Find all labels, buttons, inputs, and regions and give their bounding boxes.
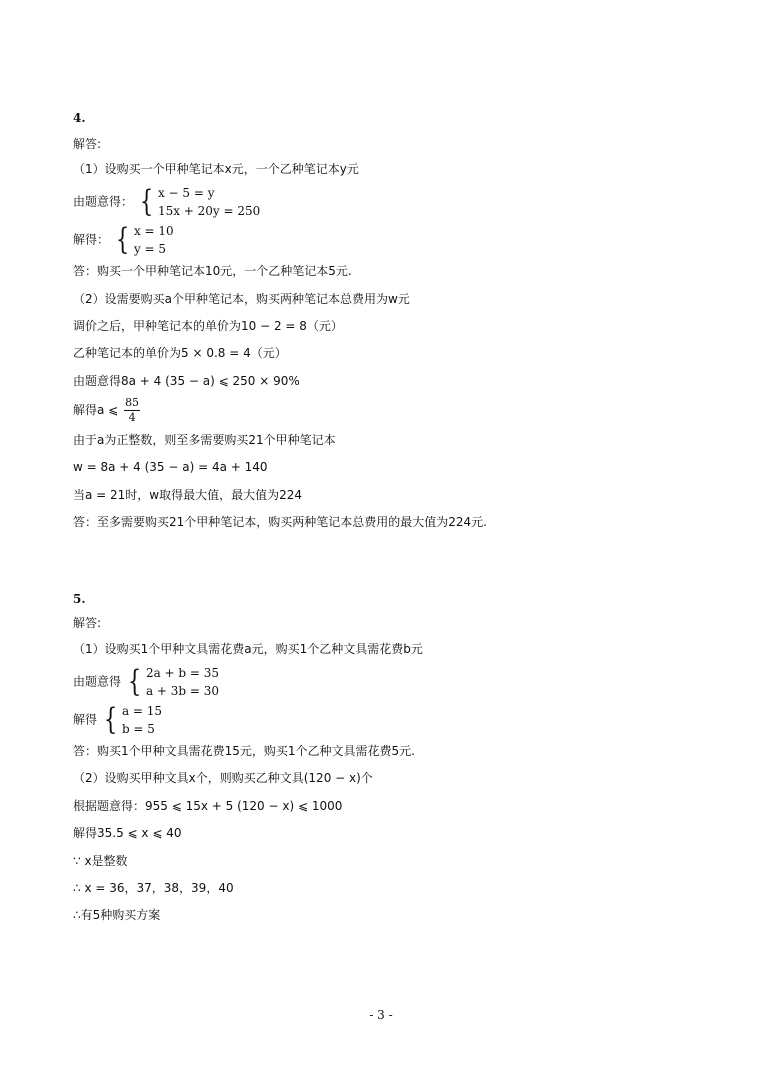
solution-row: a = 15: [121, 704, 163, 718]
denominator: 4: [128, 411, 136, 424]
q5-part2-intro: （2）设购买甲种文具x个，则购买乙种文具(120 − x)个: [73, 771, 373, 785]
left-brace: {: [139, 184, 154, 219]
equation-system: [137, 184, 260, 220]
eq-label: 由题意得：: [73, 194, 134, 209]
q4-solve-a: [73, 396, 140, 425]
question-number-4: 4.: [73, 111, 86, 125]
equation-row: x − 5 = y: [157, 186, 215, 200]
answer-label: 解答:: [73, 616, 102, 630]
q4-part1-intro: （1）设购买一个甲种笔记本x元，一个乙种笔记本y元: [73, 162, 359, 176]
equation-system: [125, 664, 219, 700]
solution-label: 解得：: [73, 232, 110, 247]
q5-because-line: ∵ x是整数: [73, 854, 128, 868]
answer-label: 解答:: [73, 137, 102, 151]
q4-integer-note: 由于a为正整数，则至多需要购买21个甲种笔记本: [73, 433, 336, 447]
solution-row: x = 10: [133, 224, 174, 238]
solution-label: 解得: [73, 712, 98, 727]
q5-part1-intro: （1）设购买1个甲种文具需花费a元，购买1个乙种文具需花费b元: [73, 642, 423, 656]
left-brace: {: [115, 222, 130, 257]
question-number-5: 5.: [73, 592, 86, 606]
fraction: [124, 396, 140, 425]
solve-prefix: 解得a ⩽: [73, 403, 119, 417]
q5-conclusion: ∴有5种购买方案: [73, 908, 161, 922]
equation-row: 2a + b = 35: [145, 666, 220, 680]
q4-line-price-b: 乙种笔记本的单价为5 × 0.8 = 4（元）: [73, 346, 287, 360]
q4-answer-1: 答：购买一个甲种笔记本10元，一个乙种笔记本5元.: [73, 264, 352, 278]
q5-solution-system: [73, 702, 162, 738]
solution-system: [113, 222, 174, 258]
q4-line-price-a: 调价之后，甲种笔记本的单价为10 − 2 = 8（元）: [73, 319, 343, 333]
left-brace: {: [127, 664, 142, 699]
solution-system: [101, 702, 162, 738]
q4-equation-system: [73, 184, 260, 220]
page-number: - 3 -: [369, 1008, 393, 1022]
q4-cost-function: w = 8a + 4 (35 − a) = 4a + 140: [73, 460, 268, 474]
solution-row: y = 5: [133, 242, 167, 256]
q4-solution-system: [73, 222, 174, 258]
q5-answer-1: 答：购买1个甲种文具需花费15元，购买1个乙种文具需花费5元.: [73, 744, 415, 758]
solution-row: b = 5: [121, 722, 155, 736]
q5-therefore-values: ∴ x = 36，37，38，39，40: [73, 881, 234, 895]
equation-row: a + 3b = 30: [145, 684, 220, 698]
left-brace: {: [103, 702, 118, 737]
q5-equation-system: [73, 664, 219, 700]
q4-inequality: 由题意得8a + 4 (35 − a) ⩽ 250 × 90%: [73, 374, 300, 388]
q4-part2-intro: （2）设需要购买a个甲种笔记本，购买两种笔记本总费用为w元: [73, 292, 410, 306]
q5-inequality: 根据题意得：955 ⩽ 15x + 5 (120 − x) ⩽ 1000: [73, 799, 343, 813]
q4-max-value: 当a = 21时，w取得最大值，最大值为224: [73, 488, 303, 502]
eq-label: 由题意得: [73, 674, 122, 689]
q5-solve-range: 解得35.5 ⩽ x ⩽ 40: [73, 826, 182, 840]
equation-row: 15x + 20y = 250: [157, 204, 261, 218]
q4-answer-2: 答：至多需要购买21个甲种笔记本，购买两种笔记本总费用的最大值为224元.: [73, 515, 487, 529]
numerator: 85: [125, 396, 140, 409]
